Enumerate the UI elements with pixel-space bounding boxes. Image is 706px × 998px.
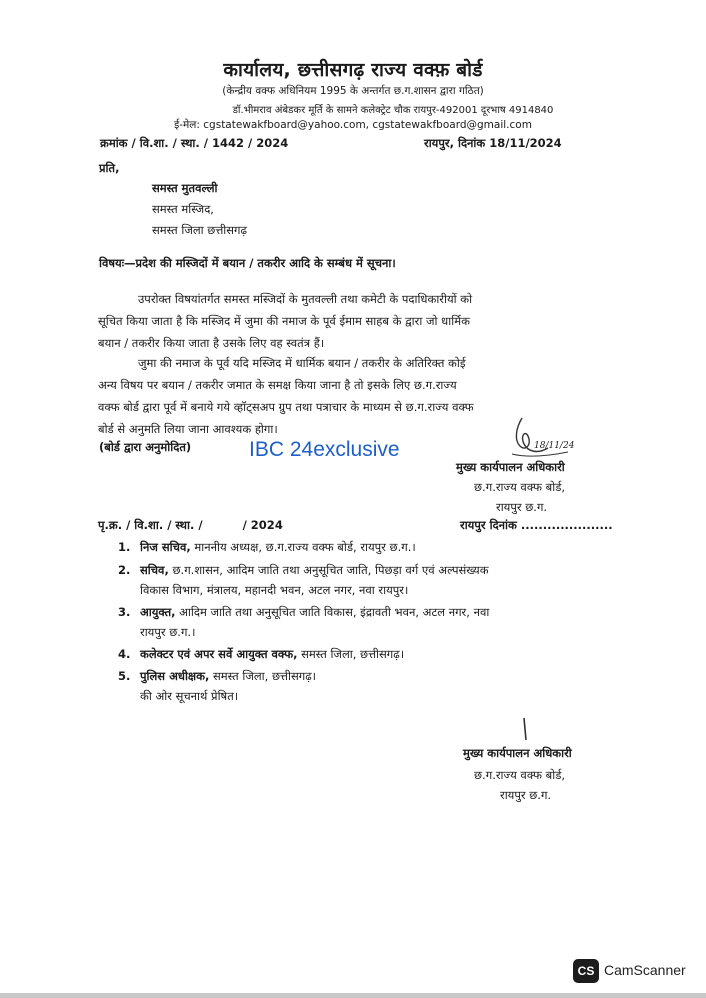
distribution-detail-continued: रायपुर छ.ग.। <box>140 625 196 639</box>
body-line: जुमा की नमाज के पूर्व यदि मस्जिद में धार्मिक बयान / तकरीर के अतिरिक्त कोई <box>138 356 466 370</box>
distribution-recipient: सचिव, <box>140 563 169 577</box>
office-email: ई-मेल: cgstatewakfboard@yahoo.com, cgstatewakfboard@gmail.com <box>174 119 532 131</box>
distribution-item <box>118 602 489 642</box>
distribution-item <box>118 666 316 706</box>
recipient-line: समस्त मस्जिद, <box>152 202 214 216</box>
signatory-title: मुख्य कार्यपालन अधिकारी <box>456 460 565 474</box>
body-line: सूचित किया जाता है कि मस्जिद में जुमा की नमाज के पूर्व ईमाम साहब के द्वारा जो धार्मिक <box>98 314 470 328</box>
distribution-detail-continued: विकास विभाग, मंत्रालय, महानदी भवन, अटल नगर, नवा रायपुर। <box>140 583 409 597</box>
distribution-item <box>118 560 489 600</box>
distribution-recipient: कलेक्टर एवं अपर सर्वे आयुक्त वक्फ, <box>140 647 298 661</box>
office-address: डॉ.भीमराव अंबेडकर मूर्ति के सामने कलेक्ट्रेट चौक रायपुर-492001 दूरभाष 4914840 <box>232 105 554 116</box>
camscanner-logo-icon: CS <box>573 959 599 983</box>
distribution-number: 3. <box>118 605 131 619</box>
distribution-recipient: निज सचिव, <box>140 540 191 554</box>
body-paragraph-1 <box>98 288 618 354</box>
body-line: वक्फ बोर्ड द्वारा पूर्व में बनाये गये व्हॉट्सअप ग्रुप तथा पत्राचार के माध्यम से छ.ग.राज्य वक्फ <box>98 400 474 414</box>
recipient-prefix: प्रति, <box>99 161 120 175</box>
camscanner-label: CamScanner <box>604 962 686 978</box>
distribution-number: 1. <box>118 540 131 554</box>
body-line: बोर्ड से अनुमति लिया जाना आवश्यक होगा। <box>98 422 278 436</box>
distribution-recipient: आयुक्त, <box>140 605 176 619</box>
distribution-item <box>118 537 416 557</box>
distribution-detail: छ.ग.शासन, आदिम जाति तथा अनुसूचित जाति, पिछड़ा वर्ग एवं अल्पसंख्यक <box>168 563 489 577</box>
recipient-line: समस्त जिला छत्तीसगढ़ <box>152 223 247 237</box>
office-subtitle: (केन्द्रीय वक्फ अधिनियम 1995 के अन्तर्गत छ.ग.शासन द्वारा गठित) <box>222 85 484 97</box>
distribution-detail: माननीय अध्यक्ष, छ.ग.राज्य वक्फ बोर्ड, रायपुर छ.ग.। <box>190 540 416 554</box>
bottom-scrollbar[interactable] <box>0 993 706 998</box>
handwritten-signature <box>508 414 578 460</box>
distribution-item <box>118 644 404 664</box>
body-line: बयान / तकरीर किया जाता है उसके लिए वह स्वतंत्र हैं। <box>98 336 325 350</box>
distribution-detail: आदिम जाति तथा अनुसूचित जाति विकास, इंद्रावती भवन, अटल नगर, नवा <box>175 605 490 619</box>
signatory-org: छ.ग.राज्य वक्फ बोर्ड, <box>474 480 566 494</box>
office-title: कार्यालय, छत्तीसगढ़ राज्य वक्फ़ बोर्ड <box>223 59 483 81</box>
letter-subject: विषयः—प्रदेश की मस्जिदों में बयान / तकरीर आदि के सम्बंध में सूचना। <box>99 256 396 270</box>
handwritten-signature <box>516 716 536 746</box>
signatory-org: छ.ग.राज्य वक्फ बोर्ड, <box>474 768 566 782</box>
body-line: अन्य विषय पर बयान / तकरीर जमात के समक्ष किया जाना है तो इसके लिए छ.ग.राज्य <box>98 378 457 392</box>
signature-date: 18/11/24 <box>534 441 575 451</box>
signatory-city: रायपुर छ.ग. <box>500 788 552 802</box>
approval-note: (बोर्ड द्वारा अनुमोदित) <box>99 440 192 454</box>
endorsement-city-date: रायपुर दिनांक ..................... <box>460 518 613 532</box>
distribution-detail-continued: की ओर सूचनार्थ प्रेषित। <box>140 689 239 703</box>
distribution-number: 4. <box>118 647 131 661</box>
signatory-city: रायपुर छ.ग. <box>496 500 548 514</box>
letter-city-date: रायपुर, दिनांक 18/11/2024 <box>424 136 562 150</box>
distribution-detail: समस्त जिला, छत्तीसगढ़। <box>297 647 405 661</box>
distribution-number: 2. <box>118 563 131 577</box>
recipient-line: समस्त मुतवल्ली <box>152 181 218 195</box>
distribution-recipient: पुलिस अधीक्षक, <box>140 669 210 683</box>
letter-reference-number: क्रमांक / वि.शा. / स्था. / 1442 / 2024 <box>100 136 289 150</box>
distribution-number: 5. <box>118 669 131 683</box>
body-line: उपरोक्त विषयांतर्गत समस्त मस्जिदों के मुतवल्ली तथा कमेटी के पदाधिकारीयों को <box>138 292 473 306</box>
distribution-detail: समस्त जिला, छत्तीसगढ़। <box>209 669 317 683</box>
ibc24-watermark: IBC 24exclusive <box>249 438 400 461</box>
endorsement-reference: पृ.क्र. / वि.शा. / स्था. / / 2024 <box>98 518 283 532</box>
signatory-title: मुख्य कार्यपालन अधिकारी <box>463 746 572 760</box>
